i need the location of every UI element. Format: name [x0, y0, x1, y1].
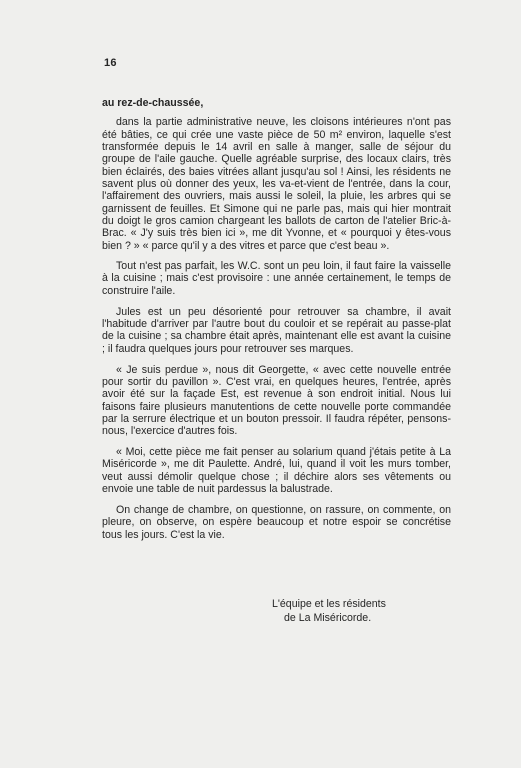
- body-text: [102, 97, 451, 550]
- paragraph: On change de chambre, on questionne, on rassure, on commente, on pleure, on observe, on espère beaucoup et notre espoir se concrétise tous les jours. C'est la vie.: [102, 503, 451, 541]
- signature-line: de La Miséricorde.: [284, 611, 372, 624]
- page-number: 16: [104, 57, 117, 69]
- signature: [272, 598, 386, 625]
- paragraph: Jules est un peu désorienté pour retrouver sa chambre, il avait l'habitude d'arriver par l'autre bout du couloir et se repérait au passe-plat de la cuisine ; sa chambre était après, maintenant elle est avant la cuisine ; il faudra quelques jours pour retrouver ses marques.: [102, 305, 451, 355]
- paragraph: Tout n'est pas parfait, les W.C. sont un peu loin, il faut faire la vaisselle à la cuisine ; mais c'est provisoire : une année certainement, le temps de construire l'aile.: [102, 260, 451, 297]
- paragraph: « Moi, cette pièce me fait penser au solarium quand j'étais petite à La Miséricorde », me dit Paulette. André, lui, quand il voit les murs tomber, veut aussi démolir quelque chose ; il déchire alors ses vêtements ou envoie une table de nuit pardessus la balustrade.: [102, 446, 451, 496]
- section-heading: au rez-de-chaussée,: [102, 97, 204, 109]
- signature-line: L'équipe et les résidents: [272, 598, 386, 610]
- paragraph: « Je suis perdue », nous dit Georgette, « avec cette nouvelle entrée pour sortir du pavillon ». C'est vrai, en quelques heures, l'entrée, après avoir été sur la façade Est, est revenue à son endroit initial. Nous lui faisons faire plusieurs manutentions de cette nouvelle porte commandée par la serrure électrique et un bouton pressoir. Il faudra répéter, pensons-nous, l'exercice d'autres fois.: [102, 363, 451, 438]
- paragraph: dans la partie administrative neuve, les cloisons intérieures n'ont pas été bâties, ce qui crée une vaste pièce de 50 m² environ, laquelle s'est transformée depuis le 14 avril en salle à manger, salle de séjour du groupe de l'aile gauche. Quelle agréable surprise, des locaux clairs, très bien éclairés, des baies vitrées allant jusqu'au sol ! Ainsi, les résidents ne savent plus où donner des yeux, les va-et-vient de l'entrée, dans la cour, l'affairement des ouvriers, mais aussi le soleil, la pluie, les arbres qui se garnissent de feuilles. Et Simone qui ne parle pas, mais qui hier montrait du doigt le gros camion chargeant les ballots de carton de l'atelier Bric-à-Brac. « J'y suis très bien ici », me dit Yvonne, et « pourquoi y êtes-vous bien ? » « parce qu'il y a des vitres et parce que c'est beau ».: [102, 116, 451, 252]
